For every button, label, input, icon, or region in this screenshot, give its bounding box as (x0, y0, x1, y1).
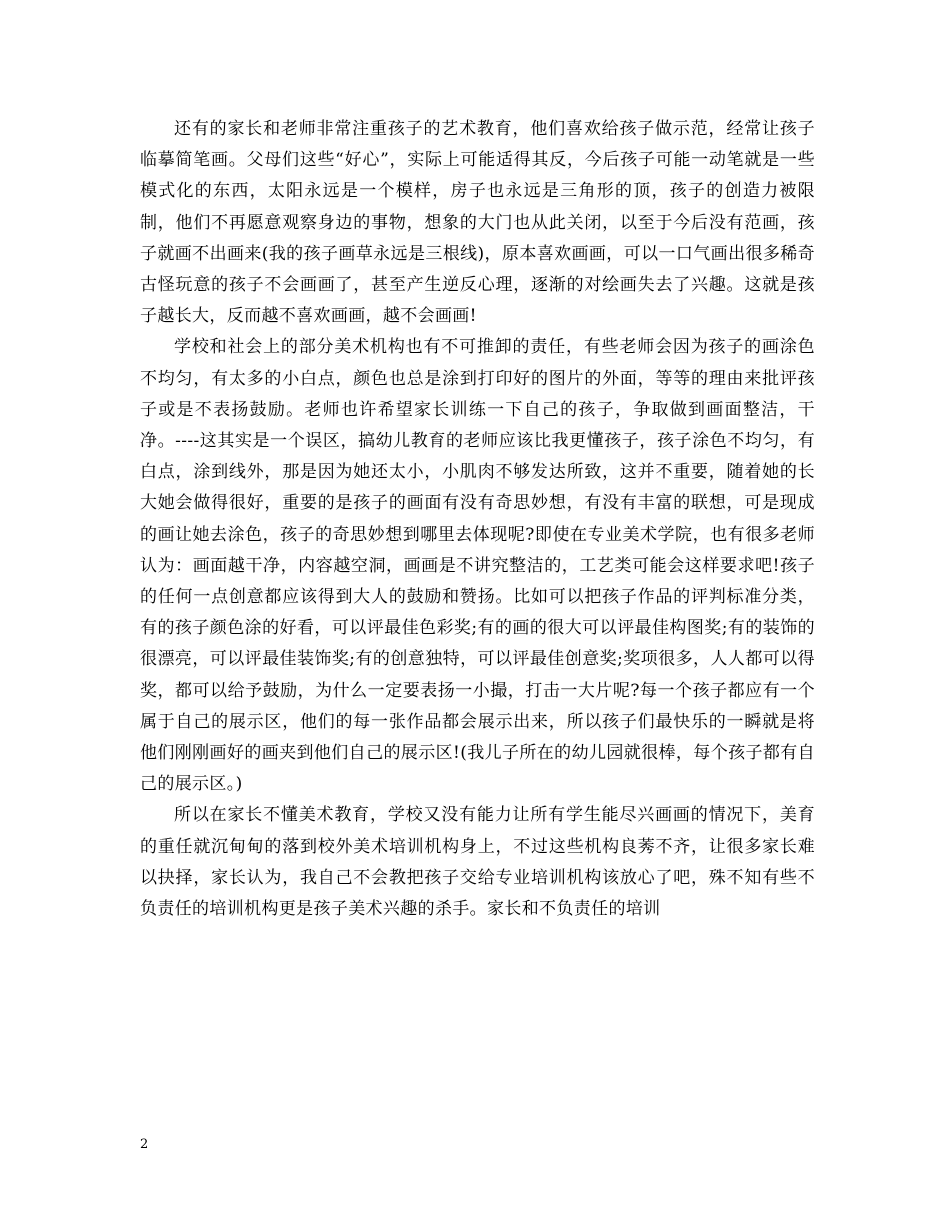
body-text (140, 114, 815, 925)
page-number: 2 (140, 1137, 149, 1152)
paragraph-1: 还有的家长和老师非常注重孩子的艺术教育，他们喜欢给孩子做示范，经常让孩子临摹简笔画。父母们这些“好心”，实际上可能适得其反，今后孩子可能一动笔就是一些模式化的东西，太阳永远是一个模样，房子也永远是三角形的顶，孩子的创造力被限制，他们不再愿意观察身边的事物，想象的大门也从此关闭，以至于今后没有范画，孩子就画不出画来(我的孩子画草永远是三根线)，原本喜欢画画，可以一口气画出很多稀奇古怪玩意的孩子不会画画了，甚至产生逆反心理，逐渐的对绘画失去了兴趣。这就是孩子越长大，反而越不喜欢画画，越不会画画! (140, 119, 815, 327)
paragraph-2: 学校和社会上的部分美术机构也有不可推卸的责任，有些老师会因为孩子的画涂色不均匀，有太多的小白点，颜色也总是涂到打印好的图片的外面，等等的理由来批评孩子或是不表扬鼓励。老师也许希望家长训练一下自己的孩子，争取做到画面整洁，干净。----这其实是一个误区，搞幼儿教育的老师应该比我更懂孩子，孩子涂色不均匀，有白点，涂到线外，那是因为她还太小，小肌肉不够发达所致，这并不重要，随着她的长大她会做得很好，重要的是孩子的画面有没有奇思妙想，有没有丰富的联想，可是现成的画让她去涂色，孩子的奇思妙想到哪里去体现呢?即使在专业美术学院，也有很多老师认为：画面越干净，内容越空洞，画画是不讲究整洁的，工艺类可能会这样要求吧!孩子的任何一点创意都应该得到大人的鼓励和赞扬。比如可以把孩子作品的评判标准分类，有的孩子颜色涂的好看，可以评最佳色彩奖;有的画的很大可以评最佳构图奖;有的装饰的很漂亮，可以评最佳装饰奖;有的创意独特，可以评最佳创意奖;奖项很多，人人都可以得奖，都可以给予鼓励，为什么一定要表扬一小撮，打击一大片呢?每一个孩子都应有一个属于自己的展示区，他们的每一张作品都会展示出来，所以孩子们最快乐的一瞬就是将他们刚刚画好的画夹到他们自己的展示区!(我儿子所在的幼儿园就很棒，每个孩子都有自己的展示区。) (140, 337, 815, 795)
paragraph-3: 所以在家长不懂美术教育，学校又没有能力让所有学生能尽兴画画的情况下，美育的重任就沉甸甸的落到校外美术培训机构身上，不过这些机构良莠不齐，让很多家长难以抉择，家长认为，我自己不会教把孩子交给专业培训机构该放心了吧，殊不知有些不负责任的培训机构更是孩子美术兴趣的杀手。家长和不负责任的培训 (140, 805, 815, 920)
